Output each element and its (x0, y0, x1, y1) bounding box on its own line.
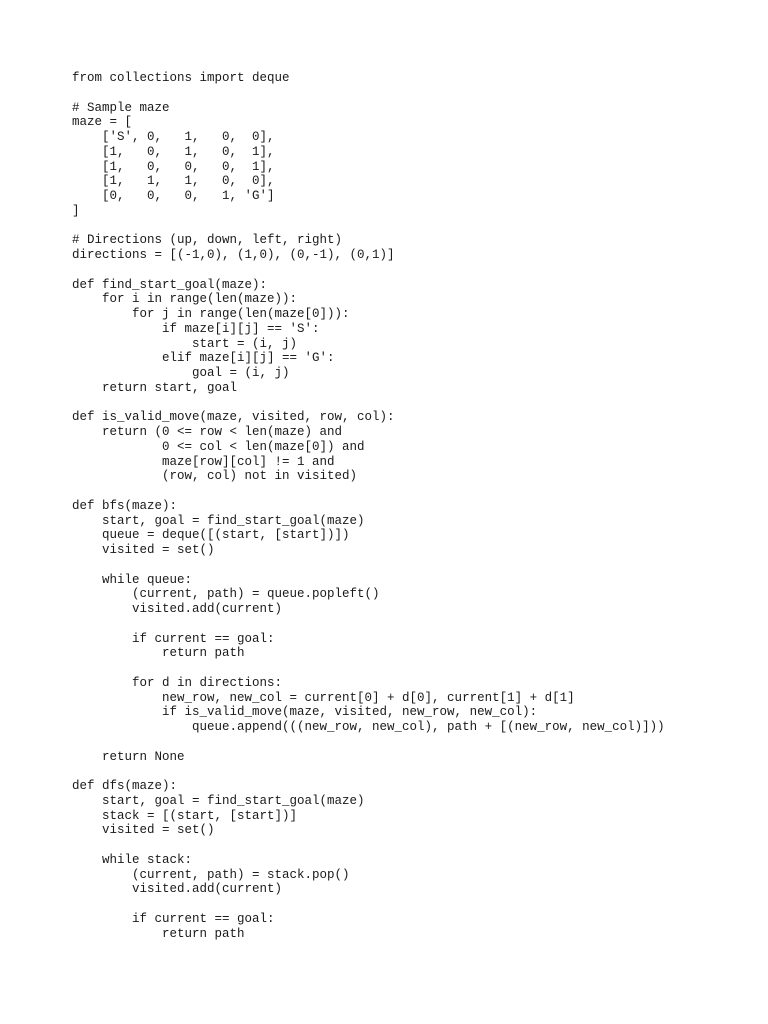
code-line: visited = set() (72, 823, 215, 838)
code-line (72, 838, 665, 853)
code-line (72, 86, 665, 101)
code-line (72, 764, 665, 779)
code-line: maze = [ (72, 115, 133, 130)
code-line: return None (72, 749, 185, 764)
code-line: ] (72, 203, 80, 218)
code-line: visited.add(current) (72, 882, 283, 897)
code-line: return (0 <= row < len(maze) and (72, 425, 343, 439)
code-line: (current, path) = stack.pop() (72, 867, 350, 882)
code-line (72, 396, 665, 411)
code-line: if current == goal: (72, 911, 275, 926)
code-line (72, 219, 665, 234)
code-line: start, goal = find_start_goal(maze) (72, 513, 365, 528)
code-line: [1, 1, 1, 0, 0], (72, 174, 275, 189)
code-line: [0, 0, 0, 1, 'G'] (72, 189, 275, 203)
code-line (72, 661, 665, 676)
code-line (72, 263, 665, 278)
code-line: directions = [(-1,0), (1,0), (0,-1), (0,1)] (72, 248, 395, 262)
code-line: goal = (i, j) (72, 366, 290, 380)
code-line: for j in range(len(maze[0])): (72, 307, 350, 321)
code-line: def bfs(maze): (72, 498, 178, 513)
code-line: stack = [(start, [start])] (72, 808, 298, 823)
code-line: if current == goal: (72, 631, 275, 646)
code-line: queue.append(((new_row, new_col), path + [(new_row, new_col)])) (72, 720, 665, 734)
code-line: maze[row][col] != 1 and (72, 454, 335, 469)
code-line: queue = deque([(start, [start])]) (72, 528, 350, 543)
code-line: return path (72, 926, 245, 941)
code-line: if maze[i][j] == 'S': (72, 321, 320, 336)
code-line: start = (i, j) (72, 336, 298, 351)
code-line: new_row, new_col = current[0] + d[0], current[1] + d[1] (72, 690, 575, 705)
code-line: return path (72, 646, 245, 661)
code-line: for i in range(len(maze)): (72, 292, 298, 307)
code-line: if is_valid_move(maze, visited, new_row, new_col): (72, 705, 538, 720)
code-line: (current, path) = queue.popleft() (72, 587, 380, 602)
code-line: visited = set() (72, 543, 215, 557)
code-line: [1, 0, 0, 0, 1], (72, 159, 275, 174)
code-line: for d in directions: (72, 675, 283, 690)
code-line: visited.add(current) (72, 602, 283, 616)
code-line (72, 735, 665, 750)
code-line: return start, goal (72, 380, 238, 395)
code-line: def is_valid_move(maze, visited, row, col): (72, 410, 395, 425)
code-line: from collections import deque (72, 71, 290, 85)
code-line (72, 617, 665, 632)
code-line (72, 897, 665, 912)
code-line: while stack: (72, 852, 193, 867)
code-line: elif maze[i][j] == 'G': (72, 351, 335, 366)
code-line: # Directions (up, down, left, right) (72, 233, 343, 248)
code-line: # Sample maze (72, 100, 170, 115)
code-line: def dfs(maze): (72, 779, 178, 793)
code-line (72, 558, 665, 573)
code-line: while queue: (72, 572, 193, 587)
code-line: start, goal = find_start_goal(maze) (72, 793, 365, 808)
code-line (72, 484, 665, 499)
code-line: ['S', 0, 1, 0, 0], (72, 130, 275, 144)
code-line: def find_start_goal(maze): (72, 277, 268, 292)
code-block (72, 71, 665, 941)
code-line: 0 <= col < len(maze[0]) and (72, 439, 365, 454)
code-line: (row, col) not in visited) (72, 469, 358, 484)
code-line: [1, 0, 1, 0, 1], (72, 144, 275, 159)
